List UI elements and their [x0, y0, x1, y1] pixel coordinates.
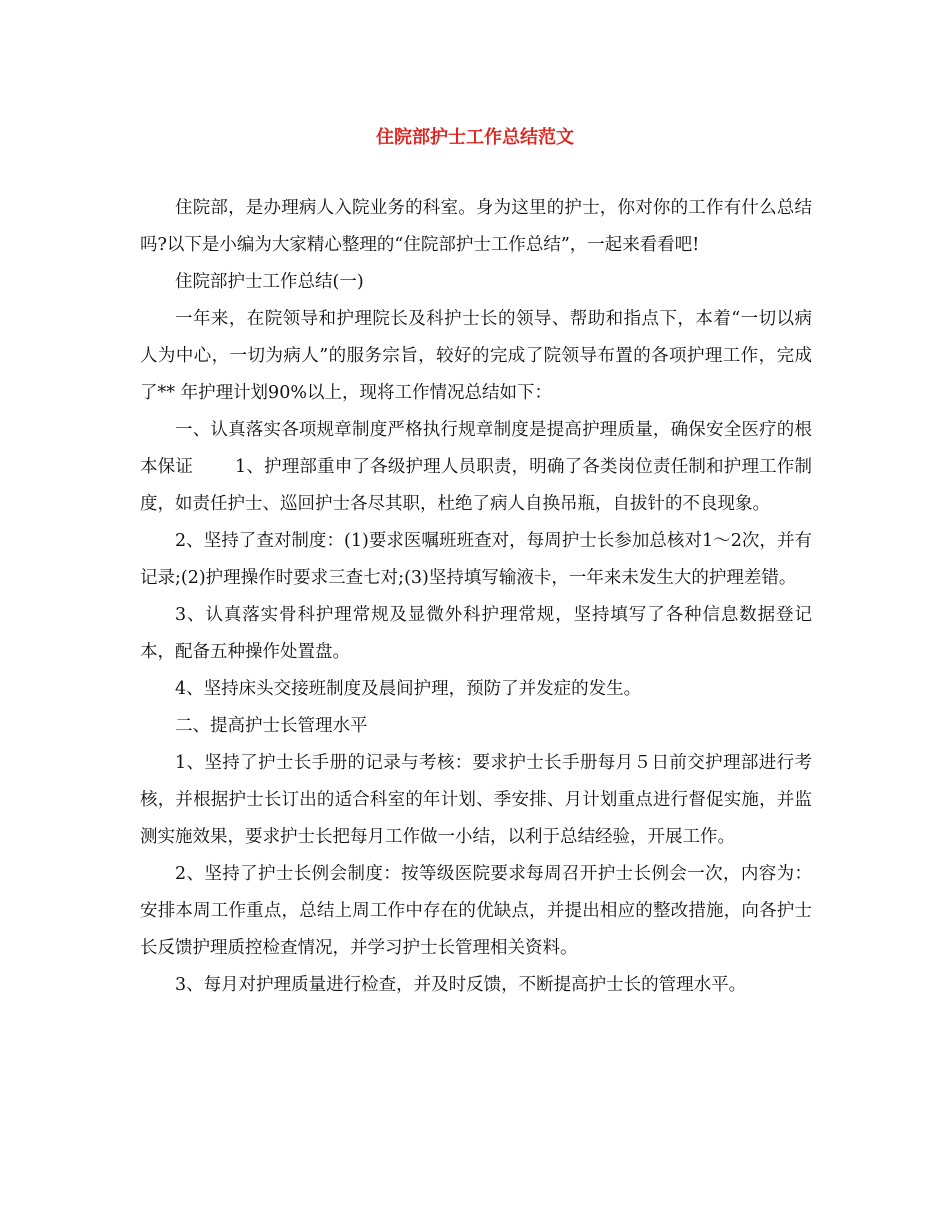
- item-2-paragraph: 2、坚持了查对制度：(1)要求医嘱班班查对，每周护士长参加总核对1～2次，并有记录;(2)护理操作时要求三查七对;(3)坚持填写输液卡，一年来未发生大的护理差错。: [140, 531, 812, 588]
- document-body: [140, 190, 812, 1004]
- section-one-paragraph: [140, 412, 812, 523]
- section-two-heading: 二、提高护士长管理水平: [175, 716, 368, 736]
- section-two-item-3: 3、每月对护理质量进行检查，并及时反馈，不断提高护士长的管理水平。: [175, 975, 747, 995]
- section-two-item-1: 1、坚持了护士长手册的记录与考核：要求护士长手册每月５日前交护理部进行考核，并根据护士长订出的适合科室的年计划、季安排、月计划重点进行督促实施，并监测实施效果，要求护士长把每月工作做一小结，以利于总结经验，开展工作。: [140, 753, 812, 847]
- intro-paragraph: 住院部，是办理病人入院业务的科室。身为这里的护士，你对你的工作有什么总结吗?以下是小编为大家精心整理的“住院部护士工作总结”，一起来看看吧!: [140, 198, 812, 255]
- overview-paragraph: 一年来，在院领导和护理院长及科护士长的领导、帮助和指点下，本着“一切以病人为中心，一切为病人”的服务宗旨，较好的完成了院领导布置的各项护理工作，完成了** 年护理计划90%以上，现将工作情况总结如下：: [140, 309, 812, 403]
- section-one-heading: 一、认真落实各项规章制度严格执行规章制度是提高护理质量，确保安全医疗的根本保证: [140, 420, 812, 477]
- document-title: 住院部护士工作总结范文: [376, 127, 574, 148]
- section-two-item-2: 2、坚持了护士长例会制度：按等级医院要求每周召开护士长例会一次，内容为：安排本周工作重点，总结上周工作中存在的优缺点，并提出相应的整改措施，向各护士长反馈护理质控检查情况，并学习护士长管理相关资料。: [140, 864, 812, 958]
- item-3-paragraph: 3、认真落实骨科护理常规及显微外科护理常规，坚持填写了各种信息数据登记本，配备五种操作处置盘。: [140, 605, 812, 662]
- item-4-paragraph: 4、坚持床头交接班制度及晨间护理，预防了并发症的发生。: [175, 679, 642, 699]
- section-title-1: 住院部护士工作总结(一): [175, 272, 364, 292]
- section-one-item-1: 1、护理部重申了各级护理人员职责，明确了各类岗位责任制和护理工作制度，如责任护士、巡回护士各尽其职，杜绝了病人自换吊瓶，自拔针的不良现象。: [140, 457, 812, 514]
